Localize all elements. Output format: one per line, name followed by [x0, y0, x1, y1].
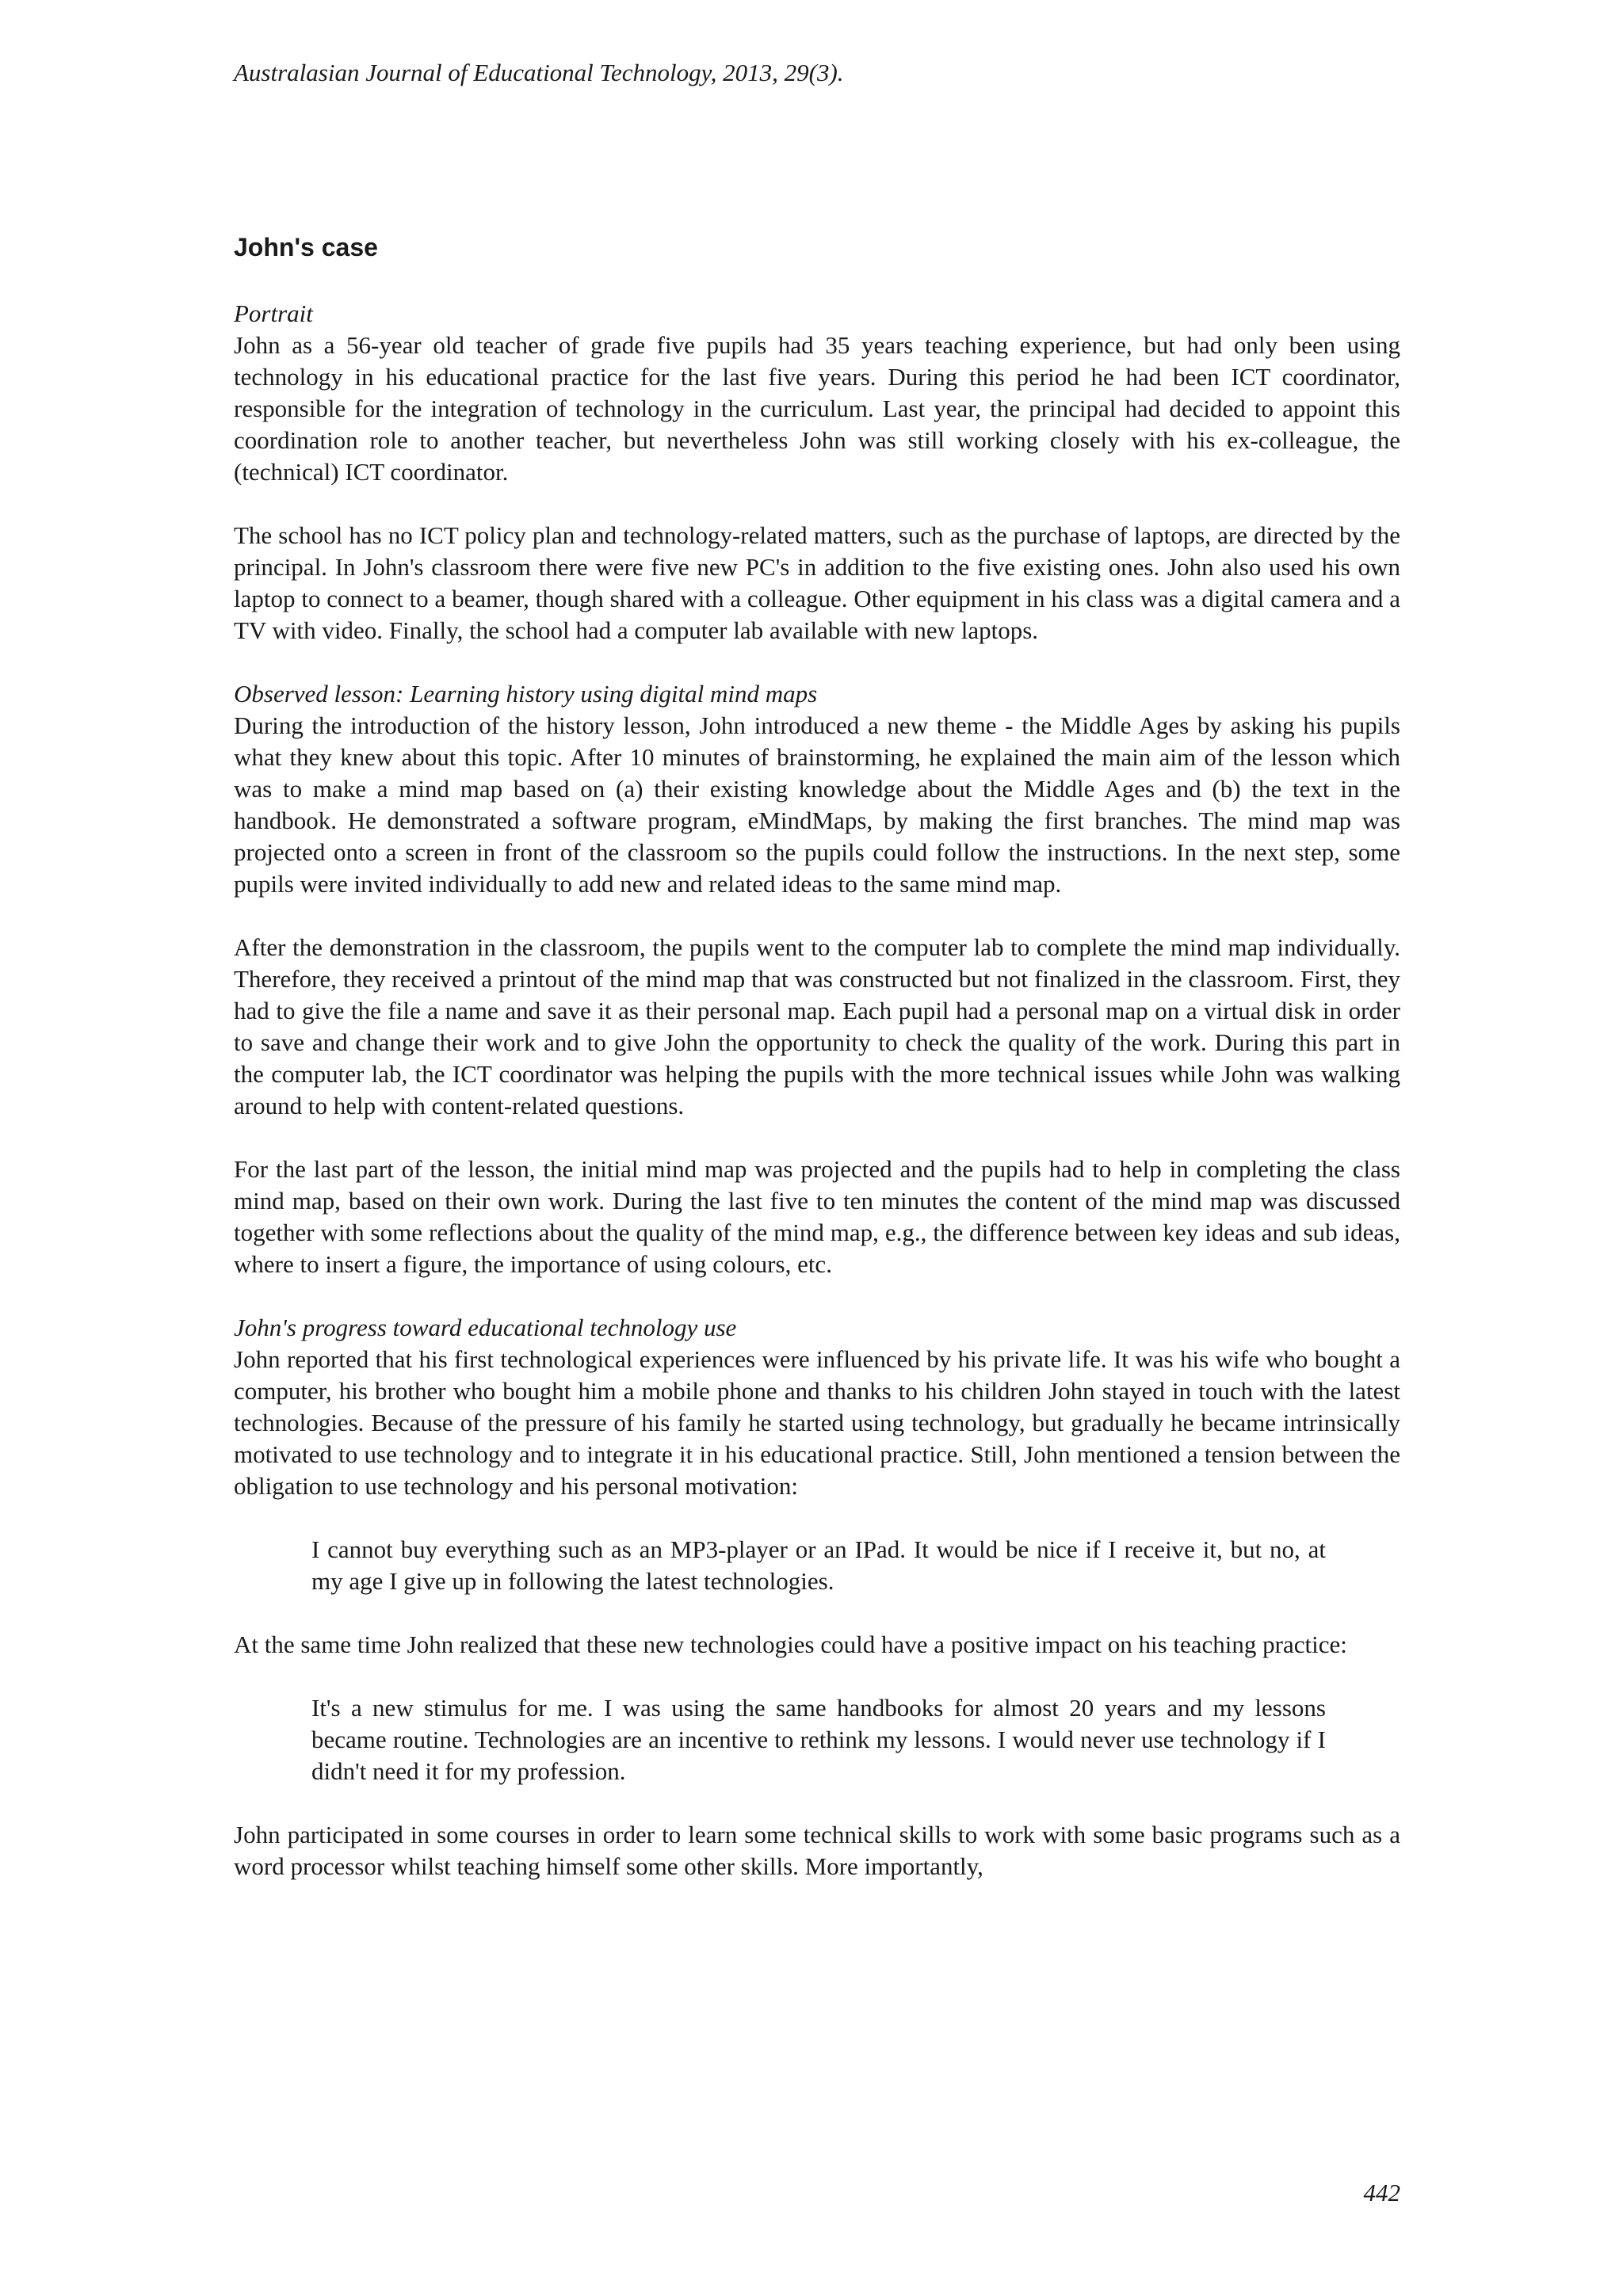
paragraph-progress-3: John participated in some courses in order to learn some technical skills to work with some basic programs such as a word processor whilst teaching himself some other skills. More importantly,: [234, 1821, 1400, 1880]
block-quote-2: It's a new stimulus for me. I was using the same handbooks for almost 20 years and my lessons became routine. Technologies are an incentive to rethink my lessons. I would never use technology if I didn't need it for my profession.: [311, 1694, 1326, 1785]
article-body: [234, 231, 1400, 1882]
subheading-observed-lesson: Observed lesson: Learning history using digital mind maps: [234, 680, 818, 707]
paragraph-lesson-2: After the demonstration in the classroom, the pupils went to the computer lab to complete the mind map individually. Therefore, they received a printout of the mind map that was constructed but not finalized in the classroom. First, they had to give the file a name and save it as their personal map. Each pupil had a personal map on a virtual disk in order to save and change their work and to give John the opportunity to check the quality of the work. During this part in the computer lab, the ICT coordinator was helping the pupils with the more technical issues while John was walking around to help with content-related questions.: [234, 933, 1400, 1119]
subheading-portrait: Portrait: [234, 299, 313, 327]
paragraph-lesson-1: During the introduction of the history lesson, John introduced a new theme - the Middle Ages by asking his pupils what they knew about this topic. After 10 minutes of brainstorming, he explained the main aim of the lesson which was to make a mind map based on (a) their existing knowledge about the Middle Ages and (b) the text in the handbook. He demonstrated a software program, eMindMaps, by making the first branches. The mind map was projected onto a screen in front of the classroom so the pupils could follow the instructions. In the next step, some pupils were invited individually to add new and related ideas to the same mind map.: [234, 711, 1400, 898]
section-title: John's case: [234, 233, 378, 261]
paragraph-portrait-2: The school has no ICT policy plan and technology-related matters, such as the purchase of laptops, are directed by the principal. In John's classroom there were five new PC's in addition to the five existing ones. John also used his own laptop to connect to a beamer, though shared with a colleague. Other equipment in his class was a digital camera and a TV with video. Finally, the school had a computer lab available with new laptops.: [234, 521, 1400, 644]
page-number: 442: [1363, 2179, 1400, 2206]
paragraph-progress-1: John reported that his first technological experiences were influenced by his private life. It was his wife who bought a computer, his brother who bought him a mobile phone and thanks to his children John stayed in touch with the latest technologies. Because of the pressure of his family he started using technology, but gradually he became intrinsically motivated to use technology and to integrate it in his educational practice. Still, John mentioned a tension between the obligation to use technology and his personal motivation:: [234, 1345, 1400, 1500]
running-header: Australasian Journal of Educational Technology, 2013, 29(3).: [234, 59, 844, 86]
paragraph-progress-2: At the same time John realized that these new technologies could have a positive impact on his teaching practice:: [234, 1630, 1347, 1658]
paragraph-portrait-1: John as a 56-year old teacher of grade five pupils had 35 years teaching experience, but had only been using technology in his educational practice for the last five years. During this period he had been ICT coordinator, responsible for the integration of technology in the curriculum. Last year, the principal had decided to appoint this coordination role to another teacher, but nevertheless John was still working closely with his ex-colleague, the (technical) ICT coordinator.: [234, 331, 1400, 486]
paragraph-lesson-3: For the last part of the lesson, the initial mind map was projected and the pupils had to help in completing the class mind map, based on their own work. During the last five to ten minutes the content of the mind map was discussed together with some reflections about the quality of the mind map, e.g., the difference between key ideas and sub ideas, where to insert a figure, the importance of using colours, etc.: [234, 1155, 1400, 1278]
block-quote-1: I cannot buy everything such as an MP3-player or an IPad. It would be nice if I receive it, but no, at my age I give up in following the latest technologies.: [311, 1535, 1326, 1595]
subheading-progress: John's progress toward educational technology use: [234, 1314, 737, 1341]
